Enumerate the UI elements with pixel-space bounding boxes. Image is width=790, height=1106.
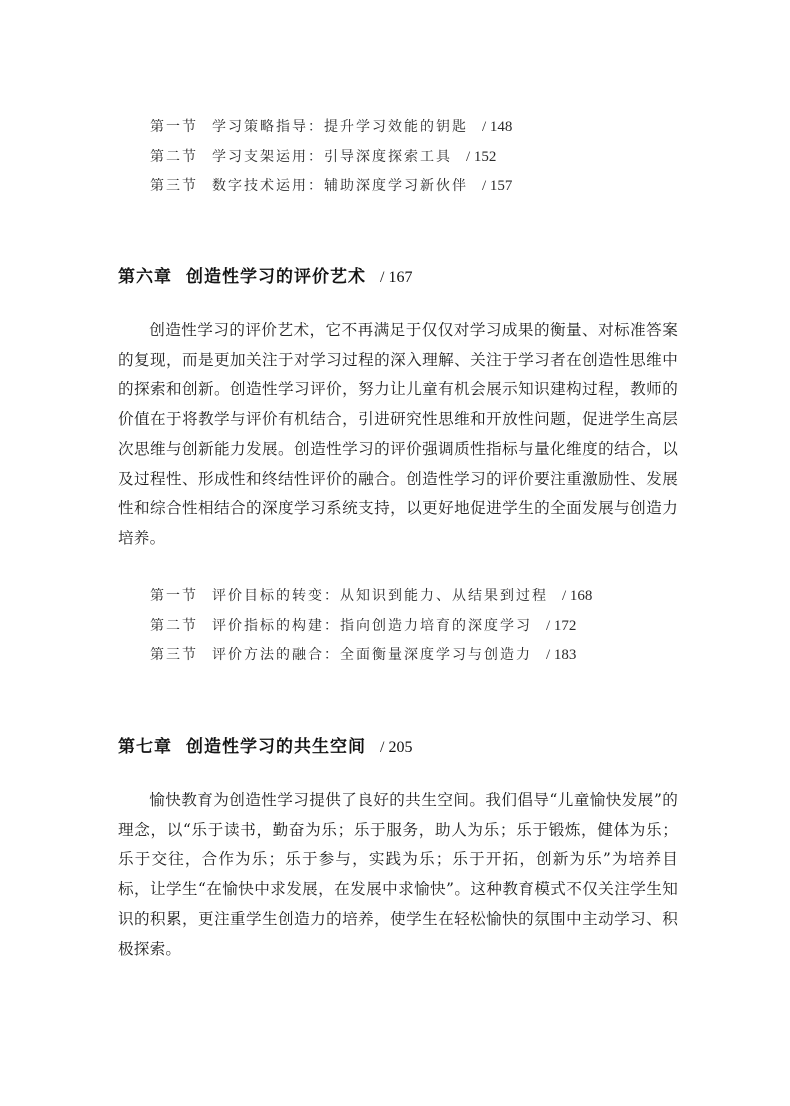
section-number: 第二节 — [150, 617, 198, 634]
section-title: 评价指标的构建：指向创造力培育的深度学习 — [212, 617, 532, 634]
section-title: 学习策略指导：提升学习效能的钥匙 — [212, 119, 468, 135]
section-number: 第一节 — [150, 588, 198, 604]
section-title: 评价方法的融合：全面衡量深度学习与创造力 — [212, 647, 532, 663]
section-page: / 168 — [562, 588, 593, 604]
toc-item[interactable] — [150, 582, 592, 612]
section-title: 评价目标的转变：从知识到能力、从结果到过程 — [212, 588, 548, 604]
chapter-6-heading[interactable] — [118, 262, 412, 287]
section-page: / 148 — [482, 119, 513, 135]
chapter-6-summary: 创造性学习的评价艺术，它不再满足于仅仅对学习成果的衡量、对标准答案的复现，而是更加关注于对学习过程的深入理解、关注于学习者在创造性思维中的探索和创新。创造性学习评价，努力让儿童有机会展示知识建构过程，教师的价值在于将教学与评价有机结合，引进研究性思维和开放性问题，促进学生高层次思维与创新能力发展。创造性学习的评价强调质性指标与量化维度的结合，以及过程性、形成性和终结性评价的融合。创造性学习的评价要注重激励性、发展性和综合性相结合的深度学习系统支持，以更好地促进学生的全面发展与创造力培养。 — [118, 321, 678, 547]
section-number: 第二节 — [150, 148, 198, 165]
chapter-title: 创造性学习的共生空间 — [186, 737, 366, 757]
chapter-title: 创造性学习的评价艺术 — [186, 267, 366, 287]
chapter-number: 第六章 — [118, 267, 172, 287]
toc-item[interactable] — [150, 143, 512, 173]
chapter-7-summary: 愉快教育为创造性学习提供了良好的共生空间。我们倡导“儿童愉快发展”的理念，以“乐于读书，勤奋为乐；乐于服务，助人为乐；乐于锻炼，健体为乐；乐于交往，合作为乐；乐于参与，实践为乐；乐于开拓，创新为乐”为培养目标，让学生“在愉快中求发展，在发展中求愉快”。这种教育模式不仅关注学生知识的积累，更注重学生创造力的培养，使学生在轻松愉快的氛围中主动学习、积极探索。 — [118, 791, 678, 958]
toc-item[interactable] — [150, 612, 592, 642]
chapter-page: / 205 — [380, 739, 413, 756]
toc-item[interactable] — [150, 113, 512, 143]
section-page: / 183 — [546, 647, 577, 663]
chapter-number: 第七章 — [118, 737, 172, 757]
chapter-page: / 167 — [380, 269, 413, 286]
section-page: / 152 — [466, 148, 497, 165]
section-title: 数字技术运用：辅助深度学习新伙伴 — [212, 178, 468, 194]
toc-item[interactable] — [150, 172, 512, 202]
section-number: 第一节 — [150, 119, 198, 135]
section-page: / 157 — [482, 178, 513, 194]
section-page: / 172 — [546, 617, 577, 634]
toc-item[interactable] — [150, 641, 592, 671]
toc-sections-chapter-6 — [150, 582, 592, 671]
section-number: 第三节 — [150, 178, 198, 194]
section-number: 第三节 — [150, 647, 198, 663]
toc-sections-chapter-5 — [150, 113, 512, 202]
chapter-7-heading[interactable] — [118, 732, 412, 757]
section-title: 学习支架运用：引导深度探索工具 — [212, 148, 452, 165]
